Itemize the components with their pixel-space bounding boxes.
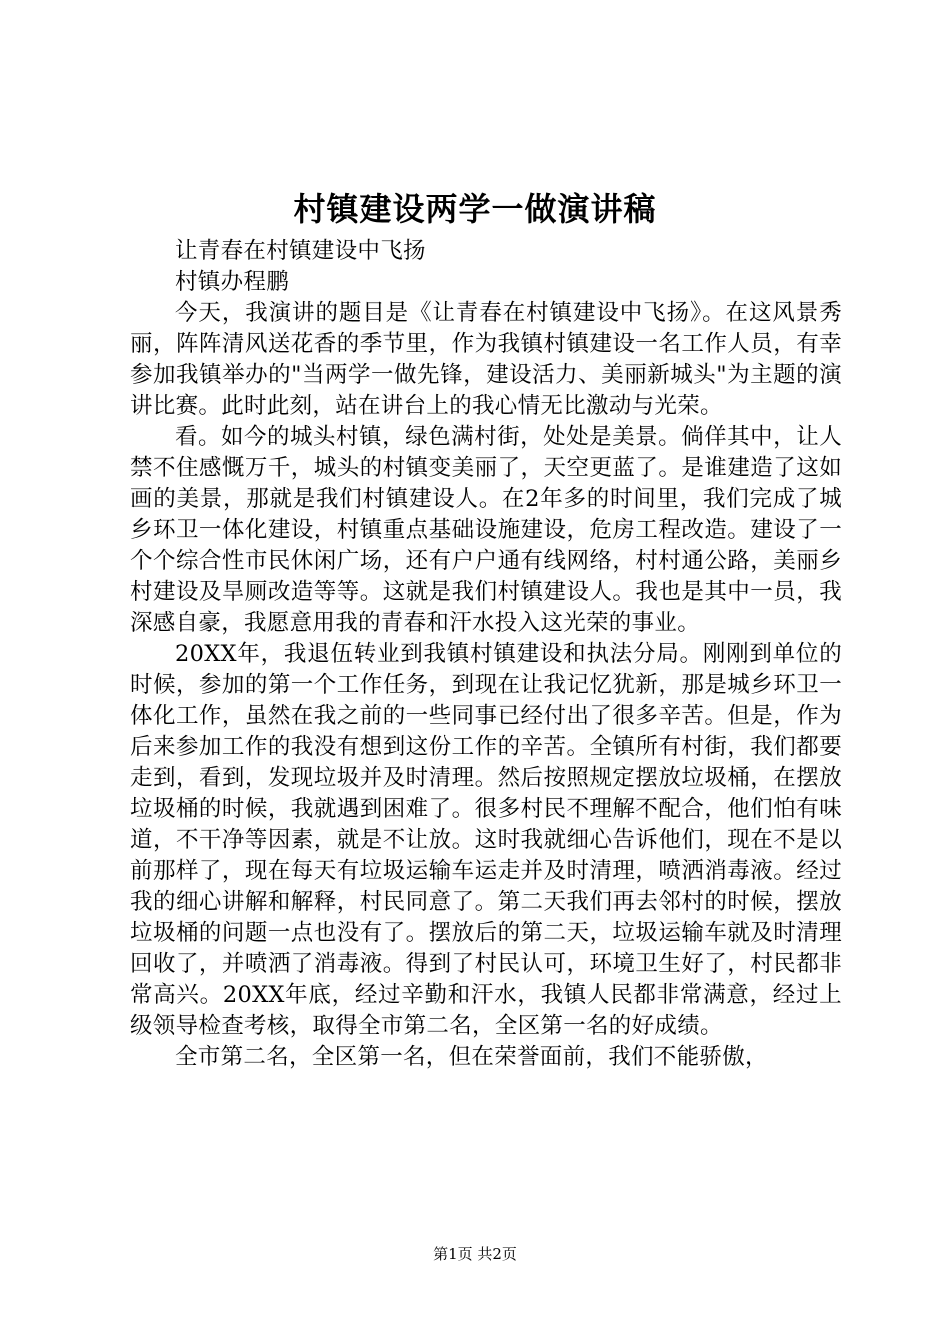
- paragraph-2: 看。如今的城头村镇，绿色满村街，处处是美景。倘佯其中，让人禁不住感慨万千，城头的村镇变美丽了，天空更蓝了。是谁建造了这如画的美景，那就是我们村镇建设人。在2年多的时间里，我们完成了城乡环卫一体化建设，村镇重点基础设施建设，危房工程改造。建设了一个个综合性市民休闲广场，还有户户通有线网络，村村通公路，美丽乡村建设及旱厕改造等等。这就是我们村镇建设人。我也是其中一员，我深感自豪，我愿意用我的青春和汗水投入这光荣的事业。: [130, 424, 842, 636]
- subtitle-line: 让青春在村镇建设中飞扬: [175, 238, 426, 264]
- author-line: 村镇办程鹏: [175, 269, 290, 295]
- paragraph-3: 20XX年，我退伍转业到我镇村镇建设和执法分局。刚刚到单位的时候，参加的第一个工作任务，到现在让我记忆犹新，那是城乡环卫一体化工作，虽然在我之前的一些同事已经付出了很多辛苦。但是，作为后来参加工作的我没有想到这份工作的辛苦。全镇所有村街，我们都要走到，看到，发现垃圾并及时清理。然后按照规定摆放垃圾桶，在摆放垃圾桶的时候，我就遇到困难了。很多村民不理解不配合，他们怕有味道，不干净等因素，就是不让放。这时我就细心告诉他们，现在不是以前那样了，现在每天有垃圾运输车运走并及时清理，喷洒消毒液。经过我的细心讲解和解释，村民同意了。第二天我们再去邻村的时候，摆放垃圾桶的问题一点也没有了。摆放后的第二天，垃圾运输车就及时清理回收了，并喷洒了消毒液。得到了村民认可，环境卫生好了，村民都非常高兴。20XX年底，经过辛勤和汗水，我镇人民都非常满意，经过上级领导检查考核，取得全市第二名，全区第一名的好成绩。: [130, 641, 842, 1039]
- paragraph-4: 全市第二名，全区第一名，但在荣誉面前，我们不能骄傲，: [175, 1044, 768, 1070]
- page-number-footer: 第1页 共2页: [433, 1245, 517, 1263]
- document-title: 村镇建设两学一做演讲稿: [293, 190, 657, 228]
- document-body: [130, 236, 842, 1073]
- paragraph-1: 今天，我演讲的题目是《让青春在村镇建设中飞扬》。在这风景秀丽，阵阵清风送花香的季节里，作为我镇村镇建设一名工作人员，有幸参加我镇举办的"当两学一做先锋，建设活力、美丽新城头"为主题的演讲比赛。此时此刻，站在讲台上的我心情无比激动与光荣。: [130, 300, 842, 419]
